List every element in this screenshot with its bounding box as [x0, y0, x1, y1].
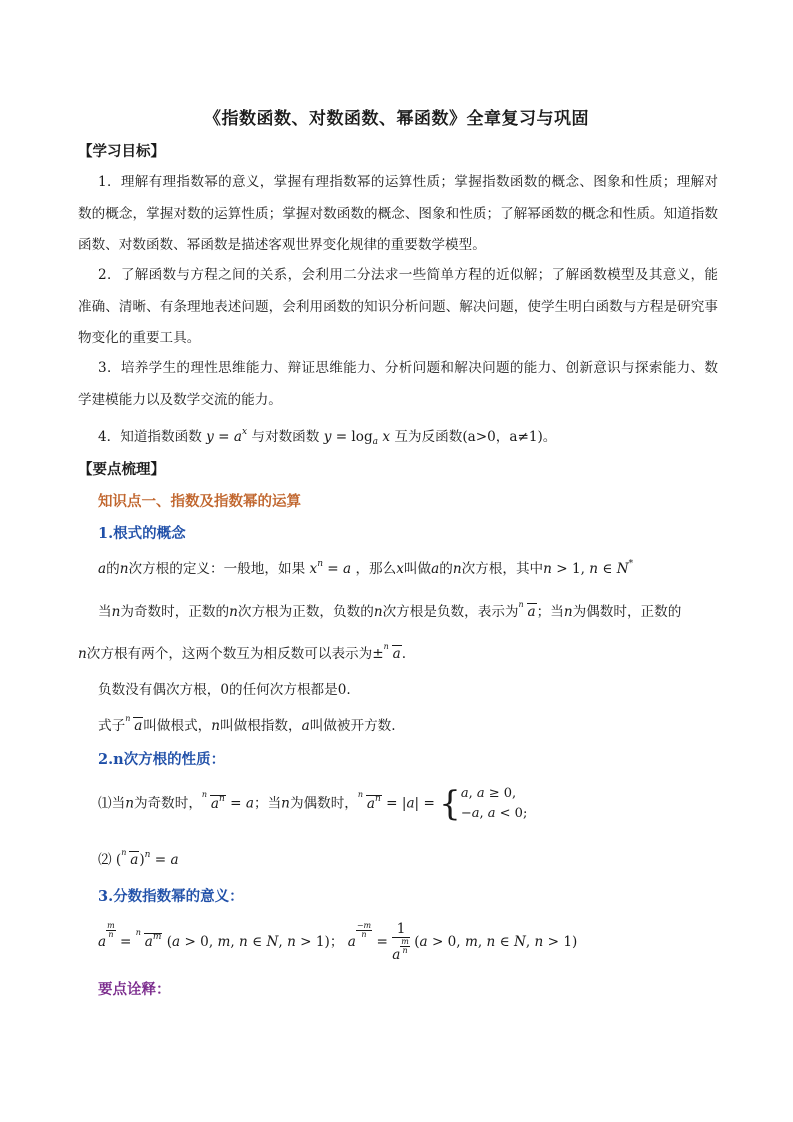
goal-paragraph-2: 2．了解函数与方程之间的关系，会利用二分法求一些简单方程的近似解；了解函数模型及其意义，能准确、清晰、有条理地表述问题，会利用函数的知识分析问题、解决问题，使学生明白函数与方程是研究事物变化的重要工具。	[78, 267, 718, 346]
section-key-points: 【要点梳理】	[78, 461, 165, 478]
heading-key-notes: 要点诠释：	[98, 981, 171, 998]
section-learning-goals: 【学习目标】	[78, 143, 165, 160]
knowledge-point-1-title: 知识点一、指数及指数幂的运算	[98, 493, 301, 510]
odd-even-root-line-1: 当n为奇数时，正数的n次方根为正数，负数的n次方根是负数，表示为 n a；当n为偶数时，正数的	[98, 600, 682, 620]
nth-root-a: n a	[518, 600, 536, 620]
negative-root-note: 负数没有偶次方根，0的任何次方根都是0.	[98, 682, 351, 698]
heading-fractional-exponent: 3.分数指数幂的意义：	[98, 888, 244, 905]
property-1: ⑴当n为奇数时， n $a^n = a$；当n为偶数时， n $a^n = |a| = \{a$, a ≥ 0, −a, a < 0;	[98, 784, 528, 824]
odd-even-root-line-2: n次方根有两个，这两个数互为相反数可以表示为± n a.	[78, 642, 407, 662]
radical-terms-line: 式子 n a叫做根式，n叫做根指数，a叫做被开方数.	[98, 714, 396, 734]
nth-root-definition: a的n次方根的定义：一般地，如果 $x^n = a$ ，那么x叫做a的n次方根，其中n > 1, n ∈ N*	[98, 559, 634, 577]
fractional-exponent-formula: a $\frac{m}{n}$ = n $a^m$ (a > 0, m, n ∈ N, n > 1)； a $\frac{-m}{n}$ = 1 a $\frac{m}{n}$ (a > 0, m, n ∈ N, n > 1)	[98, 921, 578, 963]
page-title: 《指数函数、对数函数、幂函数》全章复习与巩固	[204, 109, 589, 129]
heading-radical-concept: 1.根式的概念	[98, 525, 186, 542]
goal-paragraph-3: 3．培养学生的理性思维能力、辩证思维能力、分析问题和解决问题的能力、创新意识与探索能力、数学建模能力以及数学交流的能力。	[78, 360, 718, 408]
heading-nth-root-properties: 2.n次方根的性质：	[98, 751, 226, 768]
goal-paragraph-1: 1．理解有理指数幂的意义，掌握有理指数幂的运算性质；掌握指数函数的概念、图象和性质；理解对数的概念，掌握对数的运算性质；掌握对数函数的概念、图象和性质；了解幂函数的概念和性质。知道指数函数、对数函数、幂函数是描述客观世界变化规律的重要数学模型。	[78, 174, 718, 253]
property-2: ⑵ ( n a)$^n$ = a	[98, 848, 179, 868]
goal-paragraph-4: 4．知道指数函数 $y = a^x$ 与对数函数 $y = \log_a x$ 互为反函数(a>0，a≠1)。	[98, 427, 557, 447]
